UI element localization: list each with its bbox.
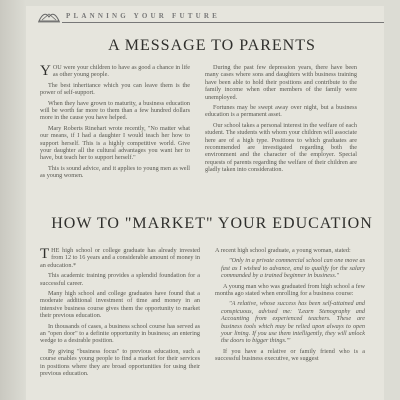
paragraph	[215, 283, 365, 298]
paragraph	[215, 348, 365, 363]
paragraph-text: HE high school or college graduate has already invested from 12 to 16 years and a considerable amount of money in an education.*	[40, 247, 200, 269]
winged-ornament-icon	[38, 8, 60, 24]
paragraph-text: "A relative, whose success has been self-attained and conspicuous, advised me: 'Learn Stenography and Accounting from experienced teachers. These are business tools which may be relied upon always to open your lining. If you use them intelligently, they will unlock the doors to bigger things.'"	[221, 300, 365, 345]
paragraph-text: Many high school and college graduates have found that a moderate additional investment of time and money in an intensive business course gives them the opportunity to market their previous education.	[40, 290, 200, 320]
paragraph	[215, 247, 365, 254]
paragraph-text: By giving "business focus" to previous education, such a course enables young people to find a market for their services in positions where they are broad opportunities for using their previous education.	[40, 347, 200, 378]
header-rule	[62, 22, 384, 23]
paragraph	[40, 82, 190, 97]
paragraph-text: In thousands of cases, a business school course has served as an "open door" to a definite opportunity in business; an entering wedge to a desirable position.	[40, 322, 200, 345]
paragraph	[40, 348, 200, 378]
paragraph	[205, 122, 357, 174]
section2-right-column	[215, 247, 365, 400]
paragraph-text: A young man who was graduated from high school a few months ago stated when enrolling for a business course:	[215, 282, 365, 298]
paragraph	[205, 64, 357, 101]
paragraph	[40, 272, 200, 287]
paragraph-text: Our school takes a personal interest in the welfare of each student. The students with whom your children will associate here are of a high type. Positions to which graduates are recommended are investigated regarding both the environment and the character of the employer. Special requests of parents regarding the welfare of their children are gladly taken into consideration.	[205, 121, 357, 174]
drop-cap: Y	[40, 64, 51, 79]
paragraph-text: "Only in a private commercial school can one move as fast as I wished to advance, and to qualify for the salary commanded by a trained beginner in business."	[221, 257, 365, 280]
paragraph-text: Fortunes may be swept away over night, but a business education is a permanent asset.	[205, 104, 357, 119]
paragraph	[40, 125, 190, 162]
page-edge	[0, 0, 26, 400]
paragraph-text: When they have grown to maturity, a business education will be worth far more to them than a few hundred dollars more in the cause you have helped.	[40, 99, 190, 122]
paragraph-text: The best inheritance which you can leave them is the power of self-support.	[40, 81, 190, 97]
paragraph-text: Mary Roberts Rinehart wrote recently, "No matter what our means, if I had a daughter I would teach her how to support herself. This is a highly competitive world. Give your daughter all the cultural advantages you want her to have, but teach her to support herself."	[40, 124, 190, 162]
paragraph	[40, 290, 200, 320]
paragraph	[40, 100, 190, 122]
paragraph-text: OU were your children to have as good a chance in life as other young people.	[52, 64, 190, 79]
running-head: PLANNING YOUR FUTURE	[66, 12, 220, 20]
paragraph-text: If you have a relative or family friend who is a successful business executive, we suggest	[215, 347, 365, 363]
section-title-market-education: HOW TO "MARKET" YOUR EDUCATION	[51, 215, 373, 232]
section-title-message-to-parents: A MESSAGE TO PARENTS	[108, 37, 316, 54]
section1-right-column	[205, 64, 357, 202]
paragraph-text: This is sound advice, and it applies to young men as well as young women.	[40, 164, 190, 180]
paragraph	[205, 104, 357, 119]
section2-left-column	[40, 247, 200, 400]
paragraph-text: A recent high school graduate, a young woman, stated:	[215, 247, 351, 254]
paragraph	[40, 165, 190, 180]
paragraph	[40, 247, 200, 269]
paragraph-text: This academic training provides a splendid foundation for a successful career.	[40, 272, 200, 287]
paragraph	[40, 64, 190, 79]
paragraph	[215, 300, 365, 344]
paragraph-text: During the past few depression years, there have been many cases where sons and daughters with business training have been able to hold their positions and contribute to the family income when other members of the family were unemployed.	[205, 64, 357, 101]
drop-cap: T	[40, 247, 50, 262]
paragraph	[215, 257, 365, 279]
paragraph	[40, 323, 200, 345]
section1-left-column	[40, 64, 190, 202]
